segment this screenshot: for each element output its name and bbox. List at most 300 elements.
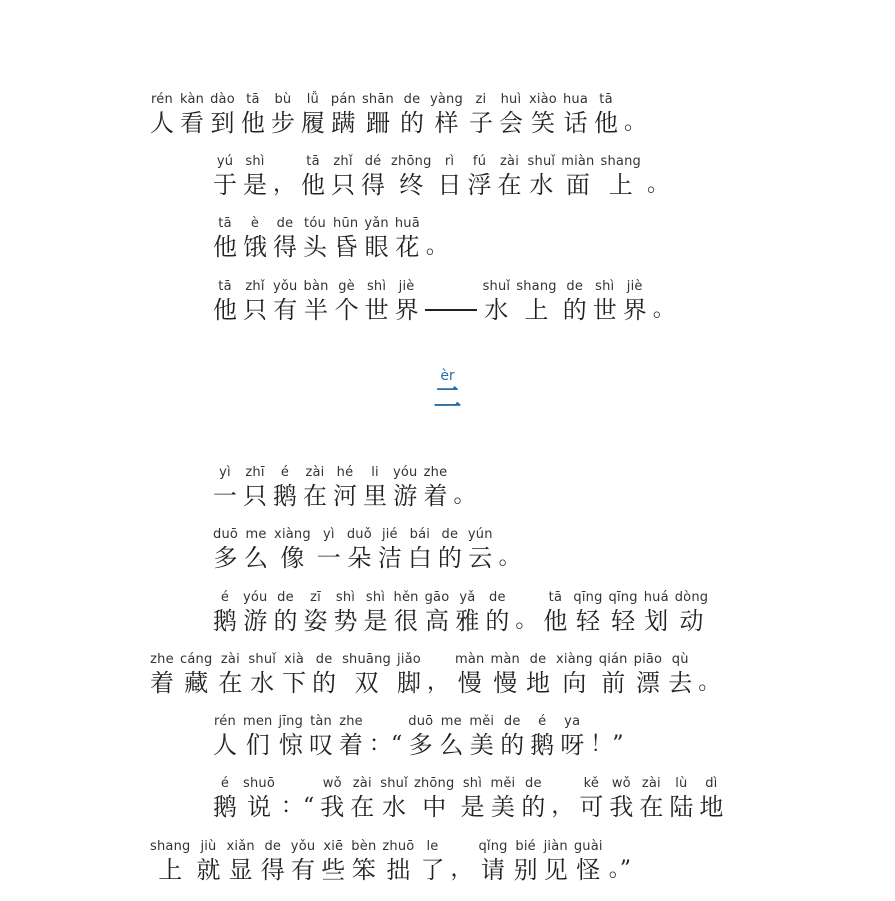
pinyin: zī [310, 590, 321, 605]
pinyin: zhe [150, 652, 174, 667]
pinyin: zhī [245, 465, 265, 480]
hanzi: 见 [543, 856, 568, 884]
pinyin: shang [600, 154, 641, 169]
hanzi: 只 [331, 171, 356, 199]
ruby-unit [455, 652, 484, 698]
hanzi: 面 [565, 171, 590, 199]
ruby-unit [420, 839, 444, 885]
hanzi: 的 [312, 669, 337, 697]
ruby-unit [490, 776, 515, 822]
ruby-unit [320, 776, 344, 822]
pinyin: è [250, 216, 260, 231]
pinyin: yǒu [273, 279, 298, 294]
hanzi: 的 [521, 793, 546, 821]
ruby-unit [529, 92, 557, 138]
text-line [213, 776, 729, 822]
ruby-unit [150, 839, 190, 885]
ruby-unit [243, 776, 275, 822]
pinyin: zhe [339, 714, 363, 729]
ruby-unit [460, 776, 484, 822]
hanzi: 一 [316, 544, 341, 572]
pinyin: bù [274, 92, 292, 107]
pinyin: tóu [304, 216, 326, 231]
hanzi: 鹅 [213, 793, 237, 821]
ruby-unit [424, 465, 448, 511]
pinyin: shuō [243, 776, 276, 791]
pinyin: zhǐ [333, 154, 353, 169]
pinyin: bái [409, 527, 431, 542]
ruby-unit [241, 92, 265, 138]
punctuation: ， [450, 857, 473, 882]
pinyin: shì [245, 154, 265, 169]
pinyin: cáng [180, 652, 213, 667]
ruby-unit [243, 590, 268, 636]
pinyin: kàn [180, 92, 205, 107]
ruby-unit [304, 590, 328, 636]
ruby-unit [312, 652, 336, 698]
ruby-unit [644, 590, 669, 636]
ruby-unit [609, 590, 638, 636]
hanzi: 昏 [333, 233, 358, 261]
pinyin: men [243, 714, 273, 729]
hanzi: 藏 [184, 669, 209, 697]
pinyin: dào [210, 92, 235, 107]
hanzi: 他 [543, 607, 568, 635]
ruby-unit [573, 590, 602, 636]
pinyin: de [403, 92, 421, 107]
pinyin: de [525, 776, 542, 791]
hanzi: 花 [395, 233, 420, 261]
hanzi: 蹒 [331, 109, 356, 137]
ruby-unit [579, 776, 603, 822]
pinyin: huá [643, 590, 669, 605]
hanzi: 水 [484, 296, 509, 324]
ruby-unit [273, 216, 297, 262]
ruby-unit [243, 154, 267, 200]
ruby-unit [333, 465, 357, 511]
hanzi: 笨 [351, 856, 376, 884]
hanzi: 样 [434, 109, 459, 137]
ruby-unit [213, 527, 238, 573]
pinyin: rén [151, 92, 173, 107]
ruby-unit [335, 279, 359, 325]
ruby-unit [500, 714, 524, 760]
ruby-unit [556, 652, 593, 698]
hanzi: 了 [420, 856, 445, 884]
text-line [150, 652, 726, 698]
ruby-unit [150, 92, 174, 138]
hanzi: 多 [408, 731, 433, 759]
hanzi: 美 [469, 731, 494, 759]
pinyin: zhe [423, 465, 448, 480]
ruby-unit [455, 590, 479, 636]
ruby-unit [273, 465, 297, 511]
pinyin: ya [564, 714, 581, 729]
pinyin: xiǎn [226, 839, 255, 854]
ruby-unit [364, 216, 389, 262]
pinyin: xiàng [274, 527, 311, 542]
pinyin: guài [573, 839, 603, 854]
hanzi: 划 [644, 607, 669, 635]
pinyin: yún [467, 527, 493, 542]
pinyin: me [440, 714, 462, 729]
hanzi: 有 [291, 856, 316, 884]
hanzi: 显 [228, 856, 253, 884]
ruby-unit [364, 590, 388, 636]
ruby-unit [516, 279, 556, 325]
punctuation: ， [427, 670, 450, 695]
hanzi: 眼 [364, 233, 389, 261]
hanzi: 世 [364, 296, 389, 324]
ruby-unit [213, 279, 237, 325]
ruby-unit [430, 92, 463, 138]
punctuation: ， [273, 172, 296, 197]
ruby-unit [528, 154, 556, 200]
ruby-unit [560, 714, 584, 760]
pinyin: qīng [608, 590, 638, 605]
ruby-unit [599, 652, 628, 698]
ruby-unit [273, 154, 295, 200]
hanzi: 浮 [467, 171, 492, 199]
pinyin: de [489, 590, 506, 605]
hanzi: 在 [639, 793, 664, 821]
pinyin: zi [475, 92, 487, 107]
hanzi: 怪 [576, 856, 601, 884]
pinyin: yàng [429, 92, 463, 107]
hanzi: 水 [382, 793, 407, 821]
punctuation: 。 [698, 670, 721, 695]
pinyin: de [315, 652, 333, 667]
pinyin: lǚ [306, 92, 320, 107]
hanzi: 笑 [530, 109, 555, 137]
pinyin: yì [219, 465, 231, 480]
hanzi: 游 [243, 607, 268, 635]
pinyin: qù [671, 652, 689, 667]
hanzi: 的 [485, 607, 510, 635]
pinyin: jié [381, 527, 398, 542]
hanzi: 我 [609, 793, 634, 821]
hanzi: 只 [243, 482, 267, 510]
pinyin: dì [705, 776, 718, 791]
pinyin: me [245, 527, 267, 542]
hanzi: 云 [468, 544, 493, 572]
ruby-unit [561, 154, 594, 200]
pinyin: de [276, 216, 294, 231]
hanzi: 下 [282, 669, 307, 697]
hanzi: 跚 [365, 109, 390, 137]
ruby-unit [397, 652, 421, 698]
pinyin: màn [455, 652, 485, 667]
hanzi: 是 [460, 793, 485, 821]
ruby-unit [243, 216, 267, 262]
ruby-unit [361, 154, 385, 200]
pinyin: tā [548, 590, 563, 605]
hanzi: 步 [270, 109, 295, 137]
pinyin: dòng [674, 590, 709, 605]
pinyin: tā [218, 279, 232, 294]
punctuation: ：“ [369, 732, 403, 757]
hanzi: 拙 [386, 856, 411, 884]
hanzi: 是 [243, 171, 267, 199]
ruby-unit [279, 714, 304, 760]
hanzi: 朵 [347, 544, 372, 572]
pinyin: měi [469, 714, 495, 729]
punctuation: 。 [624, 110, 647, 135]
ruby-unit [590, 714, 623, 760]
hanzi: 高 [424, 607, 449, 635]
ruby-unit [274, 527, 311, 573]
hanzi: 着 [150, 669, 174, 697]
pinyin: jiàn [543, 839, 568, 854]
text-line [213, 590, 714, 636]
hanzi: 说 [247, 793, 271, 821]
ruby-unit [483, 279, 511, 325]
hanzi: 于 [213, 171, 237, 199]
pinyin: xiàng [555, 652, 593, 667]
ruby-unit [543, 590, 567, 636]
pinyin: jiè [626, 279, 643, 294]
pinyin: shuǐ [248, 652, 277, 667]
pinyin: zài [305, 465, 325, 480]
pinyin: qián [598, 652, 628, 667]
ruby-unit [521, 776, 545, 822]
hanzi: 水 [250, 669, 275, 697]
hanzi: 的 [437, 544, 462, 572]
ruby-unit [347, 527, 372, 573]
hanzi: 河 [333, 482, 357, 510]
hanzi: 一 [213, 482, 237, 510]
hanzi: 脚 [397, 669, 421, 697]
text-line [213, 154, 675, 200]
pinyin: jiù [200, 839, 217, 854]
ruby-unit [623, 279, 647, 325]
hanzi: 他 [594, 109, 619, 137]
ruby-unit [180, 92, 204, 138]
hanzi: 在 [218, 669, 243, 697]
pinyin: rì [444, 154, 455, 169]
hanzi: 界 [394, 296, 419, 324]
ruby-unit [244, 527, 268, 573]
punctuation: ：“ [281, 794, 315, 819]
ruby-unit [213, 714, 237, 760]
ruby-unit [624, 92, 646, 138]
pinyin: shuāng [342, 652, 391, 667]
pinyin: shuǐ [482, 279, 511, 294]
pinyin: duō [408, 714, 434, 729]
hanzi: 雅 [455, 607, 480, 635]
ruby-unit [468, 154, 492, 200]
ruby-unit [400, 92, 424, 138]
hanzi: 的 [273, 607, 298, 635]
ruby-unit [180, 652, 212, 698]
ruby-unit [551, 776, 573, 822]
hanzi: 白 [407, 544, 432, 572]
hanzi: 得 [260, 856, 285, 884]
hanzi: 在 [303, 482, 327, 510]
ruby-unit [213, 154, 237, 200]
hanzi: 半 [304, 296, 329, 324]
hanzi: 轻 [575, 607, 600, 635]
ruby-unit [669, 776, 693, 822]
ruby-unit [439, 714, 463, 760]
ruby-unit [515, 590, 537, 636]
ruby-unit [563, 279, 587, 325]
hanzi: 履 [300, 109, 325, 137]
hanzi: 们 [245, 731, 270, 759]
ruby-unit [321, 839, 345, 885]
section-pinyin: èr [440, 368, 455, 384]
pinyin: zài [500, 154, 520, 169]
punctuation: 。 [498, 545, 521, 570]
pinyin: yǒu [290, 839, 316, 854]
pinyin: shì [366, 279, 387, 294]
hanzi: 地 [699, 793, 724, 821]
pinyin: hua [562, 92, 589, 107]
pinyin: zài [641, 776, 661, 791]
punctuation: ！” [590, 732, 624, 757]
pinyin: é [220, 776, 230, 791]
pinyin: tā [306, 154, 320, 169]
pinyin: duǒ [346, 527, 372, 542]
pinyin: jīng [278, 714, 304, 729]
ruby-unit [414, 776, 455, 822]
ruby-unit [271, 92, 295, 138]
ruby-unit [363, 465, 387, 511]
ruby-unit [365, 279, 389, 325]
hanzi: 请 [481, 856, 506, 884]
pinyin: huā [394, 216, 420, 231]
hanzi: 头 [303, 233, 327, 261]
ruby-unit [639, 776, 663, 822]
ruby-unit [395, 216, 420, 262]
pinyin: gāo [424, 590, 450, 605]
pinyin: de [264, 839, 282, 854]
ruby-unit [408, 714, 433, 760]
hanzi: 多 [213, 544, 238, 572]
hanzi: 轻 [611, 607, 636, 635]
pinyin: dé [364, 154, 382, 169]
ruby-unit [544, 839, 568, 885]
pinyin: qīng [573, 590, 603, 605]
hanzi: 地 [525, 669, 550, 697]
hanzi: 叹 [309, 731, 334, 759]
ruby-unit [274, 590, 298, 636]
hanzi: 惊 [278, 731, 303, 759]
pinyin: yǎn [364, 216, 389, 231]
hanzi: 鹅 [530, 731, 555, 759]
pinyin: wǒ [322, 776, 342, 791]
pinyin: pán [330, 92, 356, 107]
pinyin: zài [352, 776, 372, 791]
ruby-unit [213, 590, 237, 636]
hanzi: 界 [622, 296, 647, 324]
hanzi: 的 [399, 109, 424, 137]
pinyin: tā [218, 216, 232, 231]
ruby-unit [226, 839, 254, 885]
pinyin: xià [284, 652, 305, 667]
hanzi: 慢 [493, 669, 518, 697]
hanzi: 些 [321, 856, 346, 884]
ruby-unit [391, 154, 432, 200]
pinyin: yú [216, 154, 234, 169]
hanzi: 个 [334, 296, 359, 324]
pinyin: zhōng [413, 776, 455, 791]
ruby-unit [698, 652, 720, 698]
ruby-unit [196, 839, 220, 885]
ruby-unit [427, 652, 449, 698]
ruby-unit [304, 279, 329, 325]
pinyin: shān [361, 92, 394, 107]
hanzi: 漂 [635, 669, 660, 697]
text-line [213, 527, 527, 573]
hanzi: 向 [562, 669, 587, 697]
ruby-unit [282, 652, 306, 698]
pinyin: shì [335, 590, 356, 605]
pinyin: kě [583, 776, 600, 791]
hanzi: 鹅 [273, 482, 297, 510]
pinyin: hūn [333, 216, 359, 231]
ruby-unit [395, 279, 419, 325]
pinyin: shang [516, 279, 557, 294]
ruby-unit [593, 279, 617, 325]
ruby-unit [498, 154, 522, 200]
pinyin: é [220, 590, 230, 605]
ruby-unit [478, 839, 507, 885]
ruby-unit [281, 776, 314, 822]
dash-punctuation [425, 309, 477, 311]
hanzi: 水 [529, 171, 554, 199]
ruby-unit [499, 527, 521, 573]
hanzi: 他 [301, 171, 326, 199]
hanzi: 子 [468, 109, 493, 137]
pinyin: tàn [310, 714, 332, 729]
pinyin: hěn [393, 590, 419, 605]
ruby-unit [454, 465, 476, 511]
hanzi: 呀 [560, 731, 585, 759]
ruby-unit [331, 154, 355, 200]
ruby-unit [563, 92, 588, 138]
ruby-unit [594, 92, 618, 138]
pinyin: xiào [528, 92, 557, 107]
hanzi: 姿 [303, 607, 328, 635]
ruby-unit [369, 714, 402, 760]
punctuation: 。 [652, 297, 675, 322]
hanzi: 里 [363, 482, 387, 510]
ruby-unit [248, 652, 276, 698]
ruby-unit [647, 154, 669, 200]
hanzi: 陆 [669, 793, 694, 821]
pinyin: huì [500, 92, 522, 107]
ruby-unit [600, 154, 640, 200]
pinyin: jiǎo [397, 652, 421, 667]
ruby-unit [150, 652, 174, 698]
ruby-unit [213, 776, 237, 822]
ruby-unit [653, 279, 675, 325]
pinyin: piāo [633, 652, 663, 667]
hanzi: 像 [280, 544, 305, 572]
pinyin: shì [462, 776, 483, 791]
ruby-unit [261, 839, 285, 885]
ruby-unit [491, 652, 520, 698]
ruby-unit [273, 279, 298, 325]
hanzi: 话 [563, 109, 588, 137]
ruby-unit [317, 527, 341, 573]
hanzi: 看 [180, 109, 205, 137]
pinyin: bèn [351, 839, 377, 854]
pinyin: fú [472, 154, 487, 169]
pinyin: shuǐ [380, 776, 408, 791]
hanzi: 只 [243, 296, 267, 324]
